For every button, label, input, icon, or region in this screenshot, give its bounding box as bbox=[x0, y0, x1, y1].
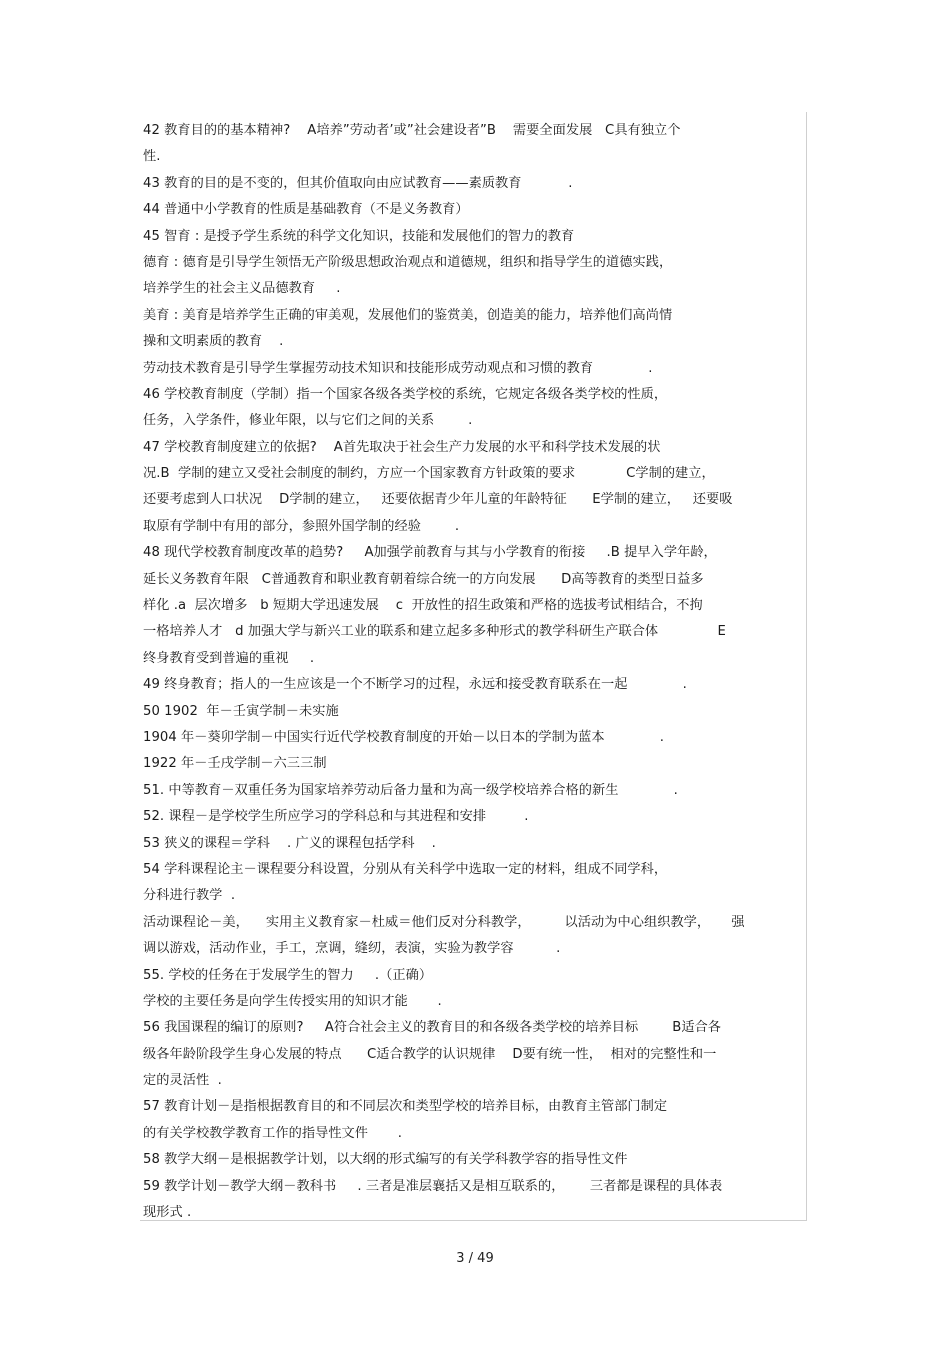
page-number: 3 / 49 bbox=[456, 1251, 494, 1266]
text-line: 延长义务教育年限 C普通教育和职业教育朝着综合统一的方向发展 D高等教育的类型日益多 bbox=[143, 571, 704, 587]
text-line: 调以游戏，活动作业，手工，烹调，缝纫，表演，实验为教学容 . bbox=[143, 941, 561, 957]
text-line: 51. 中等教育－双重任务为国家培养劳动后备力量和为高一级学校培养合格的新生 . bbox=[143, 782, 678, 798]
text-line: 47 学校教育制度建立的依据? A首先取决于社会生产力发展的水平和科学技术发展的状 bbox=[143, 439, 661, 455]
text-line: 56 我国课程的编订的原则? A符合社会主义的教育目的和各级各类学校的培养目标 B适合各 bbox=[143, 1020, 722, 1036]
text-line: 的有关学校教学教育工作的指导性文件 . bbox=[143, 1125, 402, 1141]
text-line: 劳动技术教育是引导学生掌握劳动技术知识和技能形成劳动观点和习惯的教育 . bbox=[143, 360, 653, 376]
text-line: 42 教育目的的基本精神? A培养”劳动者’或”社会建设者”B 需要全面发展 C具有独立个 bbox=[143, 123, 681, 138]
text-line: 样化 .a 层次增多 b 短期大学迅速发展 c 开放性的招生政策和严格的选拔考试相结合，不拘 bbox=[143, 598, 703, 614]
text-line: 48 现代学校教育制度改革的趋势? A加强学前教育与其与小学教育的衔接 .B 提早入学年龄， bbox=[143, 545, 717, 561]
text-line: 45 智育 : 是授予学生系统的科学文化知识，技能和发展他们的智力的教育 bbox=[143, 228, 575, 244]
text-line: 终身教育受到普遍的重视 . bbox=[143, 650, 315, 666]
text-line: 德育 : 德育是引导学生领悟无产阶级思想政治观点和道德规，组织和指导学生的道德实践， bbox=[143, 254, 673, 270]
text-line: 美育 : 美育是培养学生正确的审美观，发展他们的鉴赏美，创造美的能力，培养他们高尚情 bbox=[143, 307, 673, 323]
text-line: 况.B 学制的建立又受社会制度的制约，方应一个国家教育方针政策的要求 C学制的建立， bbox=[143, 466, 715, 482]
text-line: 培养学生的社会主义品德教育 . bbox=[143, 281, 341, 297]
text-line: 1904 年－葵卯学制－中国实行近代学校教育制度的开始－以日本的学制为蓝本 . bbox=[143, 729, 664, 745]
text-line: 43 教育的目的是不变的，但其价值取向由应试教育——素质教育 . bbox=[143, 175, 573, 191]
text-line: 级各年龄阶段学生身心发展的特点 C适合教学的认识规律 D要有统一性， 相对的完整性和一 bbox=[143, 1046, 717, 1062]
text-line: 一格培养人才 d 加强大学与新兴工业的联系和建立起多多种形式的教学科研生产联合体 E bbox=[143, 624, 726, 640]
text-line: 52. 课程－是学校学生所应学习的学科总和与其进程和安排 . bbox=[143, 809, 529, 825]
text-line: 58 教学大纲－是根据教学计划，以大纲的形式编写的有关学科教学容的指导性文件 bbox=[143, 1152, 628, 1168]
text-line: 任务，入学条件，修业年限，以与它们之间的关系 . bbox=[143, 413, 473, 429]
text-line: 49 终身教育；指人的一生应该是一个不断学习的过程，永远和接受教育联系在一起 . bbox=[143, 677, 687, 693]
text-line: 取原有学制中有用的部分，参照外国学制的经验 . bbox=[143, 518, 460, 534]
text-line: 54 学科课程论主－课程要分科设置，分别从有关科学中选取一定的材料，组成不同学科， bbox=[143, 861, 668, 877]
text-line: 还要考虑到人口状况 D学制的建立， 还要依据青少年儿童的年龄特征 E学制的建立， 还要吸 bbox=[143, 492, 733, 508]
text-line: 性. bbox=[143, 149, 161, 165]
text-line: 现形式 . bbox=[143, 1205, 192, 1221]
text-line: 59 教学计划－教学大纲－教科书 . 三者是准层襄括又是相互联系的， 三者都是课程的具体表 bbox=[143, 1178, 723, 1194]
text-line: 50 1902 年－壬寅学制－未实施 bbox=[143, 703, 339, 719]
text-line: 分科进行教学 . bbox=[143, 888, 236, 904]
document-body bbox=[143, 118, 807, 1226]
text-line: 活动课程论－美， 实用主义教育家－杜威＝他们反对分科教学， 以活动为中心组织教学， 强 bbox=[143, 914, 745, 930]
text-line: 定的灵活性 . bbox=[143, 1073, 222, 1089]
text-line: 操和文明素质的教育 . bbox=[143, 334, 284, 350]
text-line: 55. 学校的任务在于发展学生的智力 .（正确） bbox=[143, 967, 433, 983]
text-line: 53 狭义的课程＝学科 . 广义的课程包括学科 . bbox=[143, 835, 436, 851]
text-line: 1922 年－壬戌学制－六三三制 bbox=[143, 756, 327, 772]
text-line: 46 学校教育制度（学制）指一个国家各级各类学校的系统，它规定各级各类学校的性质， bbox=[143, 386, 668, 402]
text-line: 44 普通中小学教育的性质是基础教育（不是义务教育） bbox=[143, 202, 469, 218]
text-line: 57 教育计划－是指根据教育目的和不同层次和类型学校的培养目标，由教育主管部门制定 bbox=[143, 1099, 668, 1115]
text-line: 学校的主要任务是向学生传授实用的知识才能 . bbox=[143, 993, 442, 1009]
